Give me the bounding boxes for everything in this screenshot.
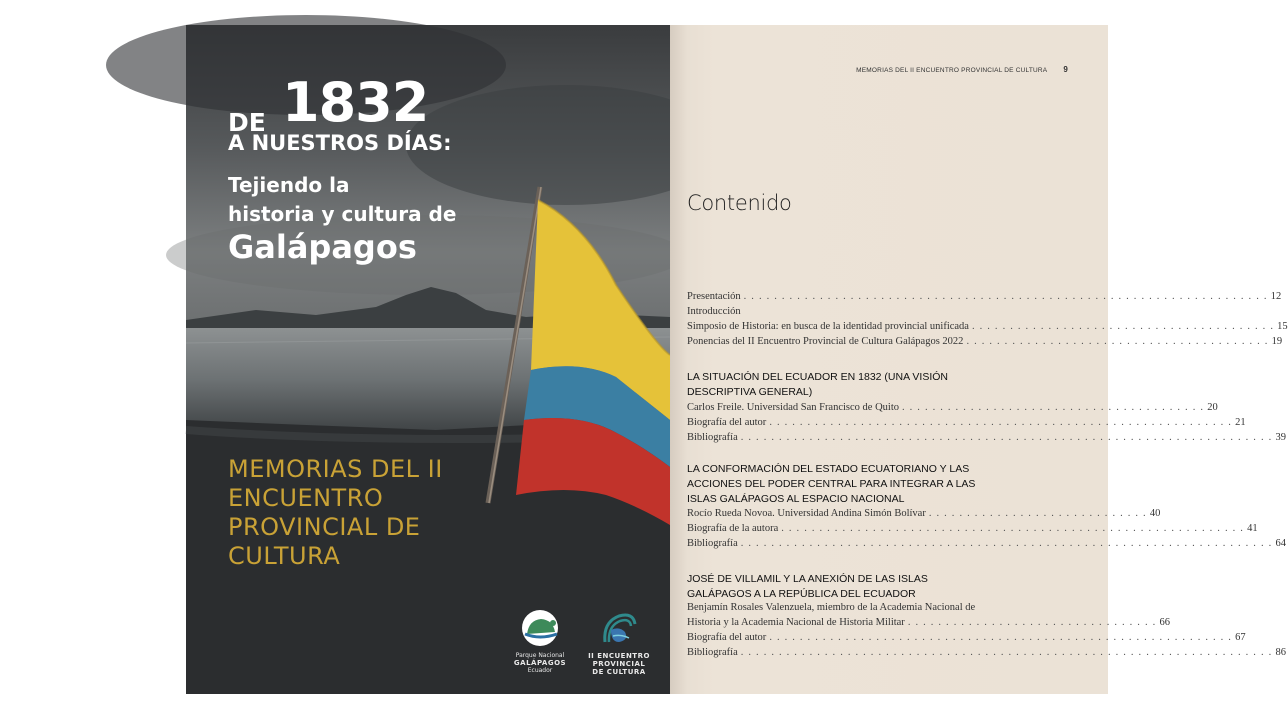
toc-entry[interactable] xyxy=(687,617,1170,632)
toc-entry-title: Rocío Rueda Novoa. Universidad Andina Simón Bolívar xyxy=(687,508,926,519)
memorias-line: PROVINCIAL DE xyxy=(228,513,421,541)
wave-emblem-icon xyxy=(599,608,639,648)
toc-entry-title: Presentación xyxy=(687,291,741,302)
toc-entry[interactable] xyxy=(687,523,1258,538)
cover-subtitle-line3: Galápagos xyxy=(228,228,417,266)
toc-entry-page: 15 xyxy=(1277,321,1288,332)
cover-title-line2: A NUESTROS DÍAS: xyxy=(228,131,452,155)
section-entries xyxy=(687,508,1286,553)
toc-entry[interactable] xyxy=(687,336,1283,351)
toc-entry-title: Ponencias del II Encuentro Provincial de Cultura Galápagos 2022 xyxy=(687,336,964,347)
toc-leader-dots: . . . . . . . . . . . . . . . . . . . . . . . . . . . . . . . . . . . . . . . . . . . . . . . . . . . . . . . . . . . . . xyxy=(781,523,1245,534)
page-number: 9 xyxy=(1063,65,1068,74)
logo-enc-line1: II ENCUENTRO xyxy=(588,652,650,660)
toc-entry-title: Bibliografía xyxy=(687,647,738,658)
toc-entry[interactable] xyxy=(687,432,1286,447)
section-entries xyxy=(687,402,1286,447)
toc-entry-page: 19 xyxy=(1271,336,1283,347)
toc-leader-dots: . . . . . . . . . . . . . . . . . . . . . . . . . . . . . . . . . . . . . . . . xyxy=(966,336,1269,347)
toc-entry-title: Bibliografía xyxy=(687,538,738,549)
cover-memorias-title xyxy=(228,455,443,571)
toc-entry[interactable] xyxy=(687,402,1218,417)
toc-entry-page: 40 xyxy=(1149,508,1161,519)
toc-leader-dots: . . . . . . . . . . . . . . . . . . . . . . . . . . . . . . . . . . . . . . . . . . . . . . . . . . . . . . . . . . . . . xyxy=(769,632,1233,643)
logo-pn-line2: GALÁPAGOS xyxy=(513,659,567,667)
section-title-line: DESCRIPTIVA GENERAL) xyxy=(687,386,813,398)
toc-entry-page: 20 xyxy=(1207,402,1218,413)
toc-entry-page: 86 xyxy=(1275,647,1286,658)
toc-section-3 xyxy=(687,572,1286,662)
toc-section-1 xyxy=(687,370,1286,445)
toc-leader-dots: . . . . . . . . . . . . . . . . . . . . . . . . . . . . . . . . . . . . . . . . . . . . . . . . . . . . . . . . . . . . . . . . . . . . . xyxy=(743,291,1268,302)
section-entries xyxy=(687,602,1286,662)
toc-entry[interactable] xyxy=(687,647,1286,662)
toc-entry[interactable] xyxy=(687,291,1282,306)
toc-entry-title: Biografía del autor xyxy=(687,632,767,643)
toc-leader-dots: . . . . . . . . . . . . . . . . . . . . . . . . . . . . . . . . . . . . . . . . xyxy=(971,321,1275,332)
toc-entry-page: 66 xyxy=(1159,617,1170,628)
cover-subtitle-line2: historia y cultura de xyxy=(228,202,457,226)
toc-leader-dots: . . . . . . . . . . . . . . . . . . . . . . . . . . . . . . . . . . . . . . . . . . . . . . . . . . . . . . . . . . . . . . . . . . . . . . xyxy=(740,538,1273,549)
toc-leader-dots: . . . . . . . . . . . . . . . . . . . . . . . . . . . . . . . . . . . . . . . . . . . . . . . . . . . . . . . . . . . . . xyxy=(769,417,1233,428)
memorias-line: CULTURA xyxy=(228,542,341,570)
toc-entry-author-line: Benjamín Rosales Valenzuela, miembro de la Academia Nacional de xyxy=(687,602,976,613)
book-cover xyxy=(186,25,670,694)
section-title-line: ISLAS GALÁPAGOS AL ESPACIO NACIONAL xyxy=(687,493,905,505)
encuentro-logo xyxy=(584,608,654,676)
toc-entry-title: Bibliografía xyxy=(687,432,738,443)
toc-entry-page: 64 xyxy=(1275,538,1286,549)
toc-entry-page: 12 xyxy=(1270,291,1282,302)
logo-enc-line2: PROVINCIAL xyxy=(592,660,646,668)
toc-section-2 xyxy=(687,462,1286,552)
section-title-line: JOSÉ DE VILLAMIL Y LA ANEXIÓN DE LAS ISLAS xyxy=(687,573,928,585)
section-title-line: GALÁPAGOS A LA REPÚBLICA DEL ECUADOR xyxy=(687,588,916,600)
toc-entry-title: Biografía de la autora xyxy=(687,523,779,534)
toc-entry-title: Introducción xyxy=(687,306,741,317)
memorias-line: MEMORIAS DEL II xyxy=(228,455,443,483)
toc-entry-page: 21 xyxy=(1235,417,1246,428)
section-title-line: ACCIONES DEL PODER CENTRAL PARA INTEGRAR A LAS xyxy=(687,478,976,490)
memorias-line: ENCUENTRO xyxy=(228,484,384,512)
cover-title-de: DE xyxy=(228,108,266,137)
toc-entry[interactable] xyxy=(687,321,1288,336)
contents-page xyxy=(670,25,1288,694)
toc-entry-title: Carlos Freile. Universidad San Francisco de Quito xyxy=(687,402,899,413)
section-title-line: LA SITUACIÓN DEL ECUADOR EN 1832 (UNA VISIÓN xyxy=(687,371,949,383)
toc-entry-title: Historia y la Academia Nacional de Historia Militar xyxy=(687,617,905,628)
logo-pn-line1: Parque Nacional xyxy=(515,652,565,659)
logo-enc-line3: DE CULTURA xyxy=(592,668,646,676)
parque-nacional-logo xyxy=(504,608,576,674)
toc-entry-title: Simposio de Historia: en busca de la identidad provincial unificada xyxy=(687,321,969,332)
tortoise-icon xyxy=(517,608,563,648)
toc-entry[interactable] xyxy=(687,508,1161,523)
toc-leader-dots: . . . . . . . . . . . . . . . . . . . . . . . . . . . . . . . . . . . . . . . . . . . . . . . . . . . . . . . . . . . . . . . . . . . . . . xyxy=(740,647,1273,658)
toc-leader-dots: . . . . . . . . . . . . . . . . . . . . . . . . . . . . . xyxy=(928,508,1147,519)
toc-entry-page: 41 xyxy=(1247,523,1258,534)
toc-entry[interactable] xyxy=(687,417,1246,432)
toc-entry[interactable] xyxy=(687,632,1246,647)
toc-entry-page: 39 xyxy=(1275,432,1286,443)
toc-entry-title: Biografía del autor xyxy=(687,417,767,428)
toc-leader-dots: . . . . . . . . . . . . . . . . . . . . . . . . . . . . . . . . . . . . . . . . xyxy=(902,402,1205,413)
logo-pn-line3: Ecuador xyxy=(527,667,553,674)
toc-leader-dots: . . . . . . . . . . . . . . . . . . . . . . . . . . . . . . . . . . . . . . . . . . . . . . . . . . . . . . . . . . . . . . . . . . . . . . xyxy=(740,432,1273,443)
contents-heading: Contenido xyxy=(687,191,792,215)
cover-subtitle-line1: Tejiendo la xyxy=(228,173,350,197)
toc-intro xyxy=(687,291,1288,351)
toc-entry-page: 67 xyxy=(1235,632,1246,643)
header-title: MEMORIAS DEL II ENCUENTRO PROVINCIAL DE CULTURA xyxy=(856,67,1048,74)
toc-leader-dots: . . . . . . . . . . . . . . . . . . . . . . . . . . . . . . . . . xyxy=(907,617,1157,628)
section-title-line: LA CONFORMACIÓN DEL ESTADO ECUATORIANO Y LAS xyxy=(687,463,970,475)
running-header xyxy=(856,65,1068,74)
toc-entry[interactable] xyxy=(687,538,1286,553)
cover-title-year: 1832 xyxy=(282,71,429,134)
